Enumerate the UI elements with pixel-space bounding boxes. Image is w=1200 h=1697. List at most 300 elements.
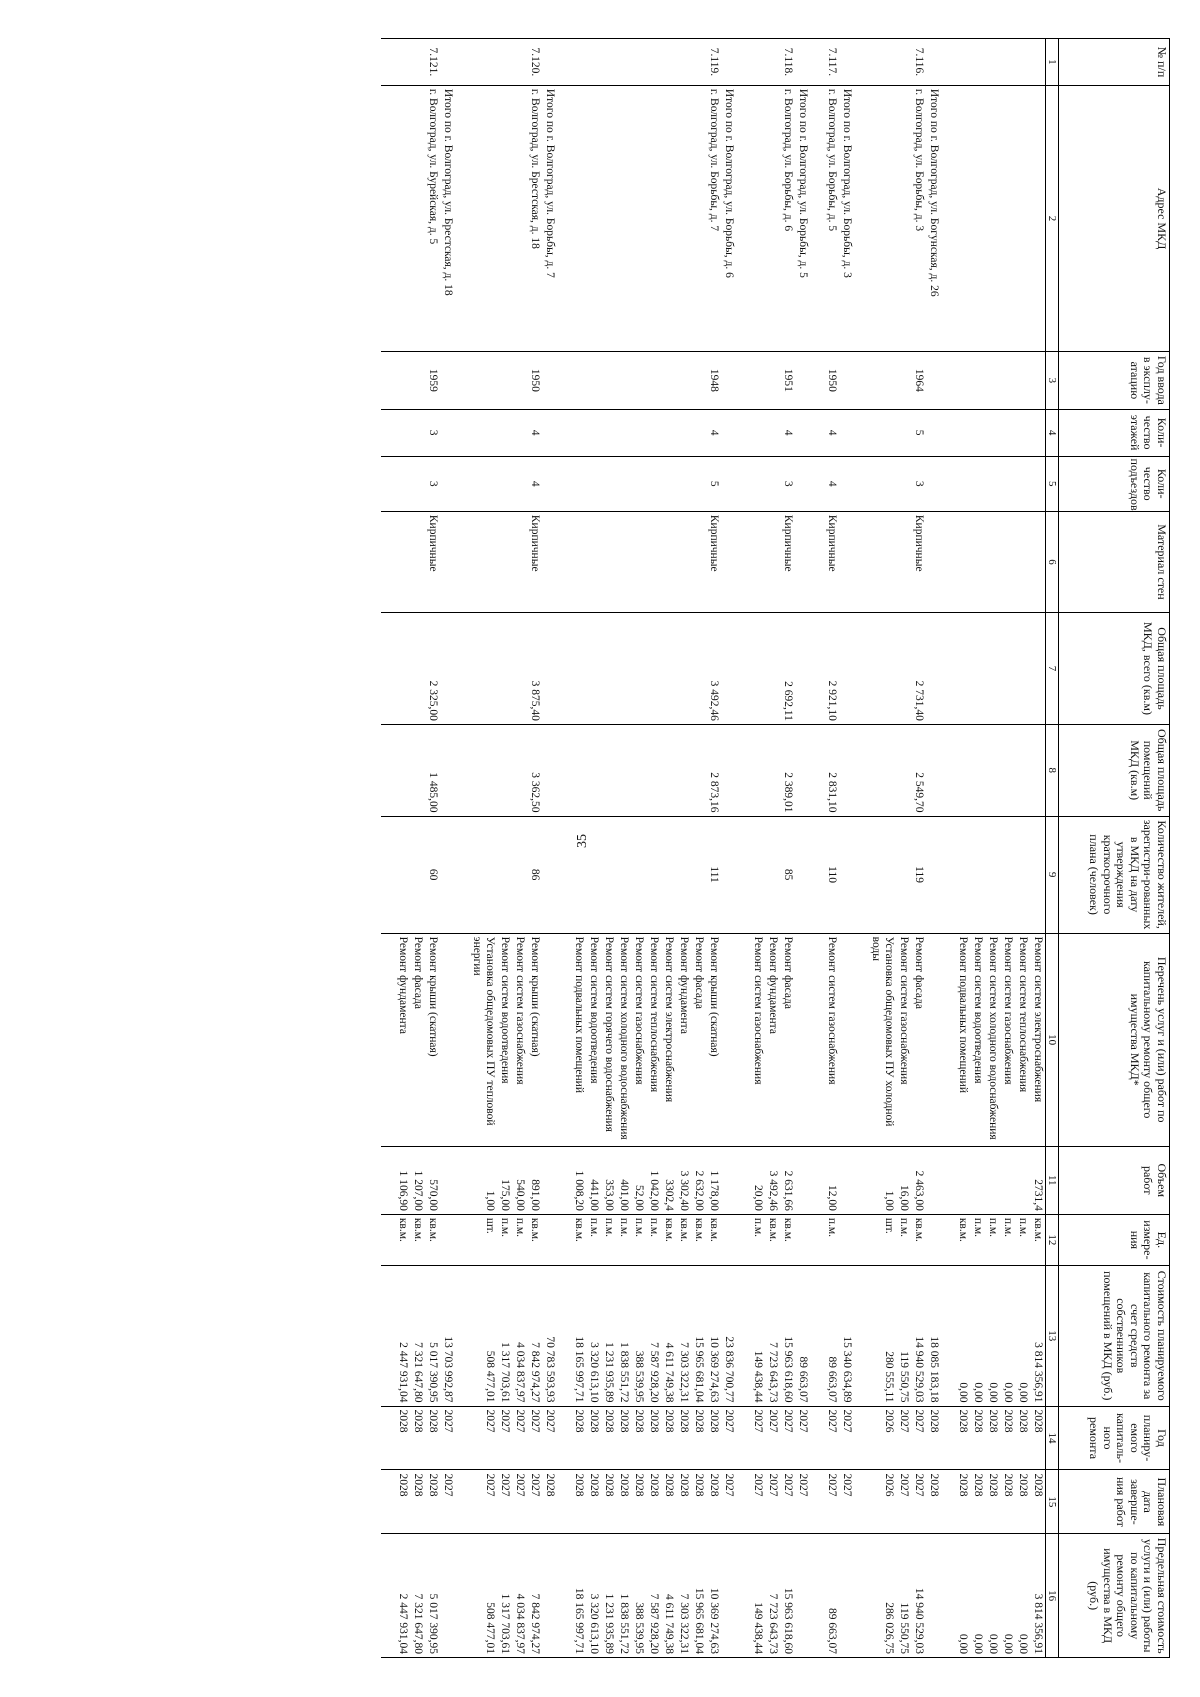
work-limit-cost: 0,00 xyxy=(1015,1534,1030,1658)
empty-cell xyxy=(839,724,854,816)
column-number-cell: 15 xyxy=(1045,1470,1058,1534)
total-end-date: 2027 xyxy=(440,1470,455,1534)
empty-cell xyxy=(810,816,824,933)
work-limit-cost: 18 165 997,71 xyxy=(571,1534,586,1658)
work-volume: 353,00 xyxy=(601,1146,616,1214)
empty-cell xyxy=(455,1146,469,1214)
empty-cell xyxy=(497,511,512,612)
work-end-date: 2028 xyxy=(661,1470,676,1534)
empty-cell xyxy=(455,39,469,86)
empty-cell xyxy=(395,352,410,410)
work-end-date: 2028 xyxy=(646,1470,661,1534)
empty-cell xyxy=(381,409,395,456)
column-number-cell: 2 xyxy=(1045,85,1058,351)
work-year: 2028 xyxy=(691,1406,706,1470)
empty-cell xyxy=(676,409,691,456)
empty-cell xyxy=(557,613,571,725)
work-name: Ремонт систем газоснабжения xyxy=(824,933,839,1146)
work-cost: 4 034 837,97 xyxy=(512,1265,527,1406)
work-end-date: 2028 xyxy=(616,1470,631,1534)
area-rooms: 1 485,00 xyxy=(425,724,440,816)
empty-cell xyxy=(455,1214,469,1265)
empty-cell xyxy=(512,511,527,612)
header-cell: Стоимость планируемого капитального ремонта за счет средств собственников помещений в МКД (руб.) xyxy=(1059,1265,1170,1406)
empty-cell xyxy=(896,85,911,351)
empty-cell xyxy=(455,1406,469,1470)
empty-cell xyxy=(586,409,601,456)
work-year: 2028 xyxy=(1030,1406,1045,1470)
spacer-row xyxy=(941,39,955,1658)
empty-cell xyxy=(557,724,571,816)
empty-cell xyxy=(955,456,970,511)
empty-cell xyxy=(381,1470,395,1534)
empty-cell xyxy=(557,1214,571,1265)
empty-cell xyxy=(410,39,425,86)
empty-cell xyxy=(557,1470,571,1534)
work-cost: 7 321 647,80 xyxy=(410,1265,425,1406)
empty-cell xyxy=(985,352,1000,410)
empty-cell xyxy=(616,511,631,612)
work-limit-cost: 119 550,75 xyxy=(896,1534,911,1658)
wall-material: Кирпичные xyxy=(824,511,839,612)
spacer-row xyxy=(381,39,395,1658)
work-unit: п.м. xyxy=(1000,1214,1015,1265)
work-unit: кв.м. xyxy=(395,1214,410,1265)
work-cost: 14 940 529,03 xyxy=(911,1265,926,1406)
empty-cell xyxy=(557,456,571,511)
work-row xyxy=(970,39,985,1658)
empty-cell xyxy=(455,816,469,933)
total-row xyxy=(542,39,557,1658)
empty-cell xyxy=(440,39,455,86)
work-row xyxy=(676,39,691,1658)
empty-cell xyxy=(661,816,676,933)
empty-cell xyxy=(631,39,646,86)
empty-cell xyxy=(736,613,750,725)
work-year: 2027 xyxy=(896,1406,911,1470)
spacer-row xyxy=(854,39,868,1658)
work-end-date: 2027 xyxy=(512,1470,527,1534)
resident-count: 111 xyxy=(706,816,721,933)
work-end-date: 2028 xyxy=(1000,1470,1015,1534)
work-limit-cost: 2 447 931,04 xyxy=(395,1534,410,1658)
empty-cell xyxy=(512,409,527,456)
column-number-cell: 11 xyxy=(1045,1146,1058,1214)
total-cost: 13 703 992,87 xyxy=(440,1265,455,1406)
work-end-date: 2028 xyxy=(970,1470,985,1534)
empty-cell xyxy=(765,456,780,511)
work-limit-cost: 15 963 618,60 xyxy=(780,1534,795,1658)
empty-cell xyxy=(381,724,395,816)
empty-cell xyxy=(765,409,780,456)
empty-cell xyxy=(810,409,824,456)
work-unit: кв.м. xyxy=(780,1214,795,1265)
work-limit-cost: 149 438,44 xyxy=(750,1534,765,1658)
work-year: 2027 xyxy=(469,1406,497,1470)
work-volume: 1,00 xyxy=(469,1146,497,1214)
empty-cell xyxy=(839,352,854,410)
entrance-count: 3 xyxy=(780,456,795,511)
total-year: 2027 xyxy=(721,1406,736,1470)
work-cost: 3 320 613,10 xyxy=(586,1265,601,1406)
work-limit-cost: 3 320 613,10 xyxy=(586,1534,601,1658)
empty-cell xyxy=(985,816,1000,933)
empty-cell xyxy=(512,724,527,816)
empty-cell xyxy=(750,352,765,410)
work-name: Ремонт фундамента xyxy=(395,933,410,1146)
column-number-cell: 1 xyxy=(1045,39,1058,86)
total-row xyxy=(440,39,455,1658)
empty-cell xyxy=(896,352,911,410)
empty-cell xyxy=(469,724,497,816)
work-cost: 89 663,07 xyxy=(824,1265,839,1406)
work-row xyxy=(616,39,631,1658)
area-total: 2 921,10 xyxy=(824,613,839,725)
empty-cell xyxy=(542,724,557,816)
empty-cell xyxy=(381,39,395,86)
work-volume: 1 042,00 xyxy=(646,1146,661,1214)
empty-cell xyxy=(854,816,868,933)
building-address: г. Волгоград, ул. Бурейская, д. 5 xyxy=(425,85,440,351)
area-rooms: 2 873,16 xyxy=(706,724,721,816)
empty-cell xyxy=(601,352,616,410)
work-cost: 18 165 997,71 xyxy=(571,1265,586,1406)
empty-cell xyxy=(1000,39,1015,86)
work-limit-cost: 7 723 643,73 xyxy=(765,1534,780,1658)
empty-cell xyxy=(926,1534,941,1658)
work-cost: 7 587 928,20 xyxy=(646,1265,661,1406)
empty-cell xyxy=(455,511,469,612)
work-limit-cost: 15 965 681,04 xyxy=(691,1534,706,1658)
work-row xyxy=(410,39,425,1658)
work-volume: 441,00 xyxy=(586,1146,601,1214)
empty-cell xyxy=(440,456,455,511)
resident-count: 110 xyxy=(824,816,839,933)
empty-cell xyxy=(646,352,661,410)
entrance-count: 4 xyxy=(824,456,839,511)
empty-cell xyxy=(381,1534,395,1658)
empty-cell xyxy=(1000,613,1015,725)
empty-cell xyxy=(941,816,955,933)
empty-cell xyxy=(970,352,985,410)
work-row xyxy=(750,39,765,1658)
work-row xyxy=(691,39,706,1658)
work-year: 2028 xyxy=(395,1406,410,1470)
empty-cell xyxy=(571,409,586,456)
empty-cell xyxy=(795,39,810,86)
empty-cell xyxy=(601,724,616,816)
floor-count: 4 xyxy=(527,409,542,456)
empty-cell xyxy=(512,456,527,511)
empty-cell xyxy=(955,724,970,816)
total-label: Итого по г. Волгоград, ул. Борьбы, д. 3 xyxy=(839,85,854,351)
header-cell: Адрес МКД xyxy=(1059,85,1170,351)
empty-cell xyxy=(926,352,941,410)
empty-cell xyxy=(985,85,1000,351)
empty-cell xyxy=(440,409,455,456)
empty-cell xyxy=(736,352,750,410)
empty-cell xyxy=(941,1470,955,1534)
work-limit-cost: 7 587 928,20 xyxy=(646,1534,661,1658)
work-row xyxy=(706,39,721,1658)
empty-cell xyxy=(736,409,750,456)
work-volume: 540,00 xyxy=(512,1146,527,1214)
work-year: 2028 xyxy=(410,1406,425,1470)
work-volume: 1 207,00 xyxy=(410,1146,425,1214)
empty-cell xyxy=(810,456,824,511)
empty-cell xyxy=(721,39,736,86)
work-name: Ремонт фундамента xyxy=(676,933,691,1146)
empty-cell xyxy=(795,816,810,933)
empty-cell xyxy=(1015,409,1030,456)
work-name: Ремонт систем газоснабжения xyxy=(631,933,646,1146)
work-volume: 401,00 xyxy=(616,1146,631,1214)
total-year: 2027 xyxy=(542,1406,557,1470)
empty-cell xyxy=(736,85,750,351)
empty-cell xyxy=(736,1214,750,1265)
empty-cell xyxy=(926,1146,941,1214)
empty-cell xyxy=(381,1406,395,1470)
empty-cell xyxy=(970,724,985,816)
column-number-cell: 10 xyxy=(1045,933,1058,1146)
empty-cell xyxy=(469,456,497,511)
work-cost: 119 550,75 xyxy=(896,1265,911,1406)
empty-cell xyxy=(440,724,455,816)
work-limit-cost: 14 940 529,03 xyxy=(911,1534,926,1658)
empty-cell xyxy=(765,39,780,86)
work-year: 2028 xyxy=(676,1406,691,1470)
empty-cell xyxy=(646,724,661,816)
work-year: 2028 xyxy=(586,1406,601,1470)
empty-cell xyxy=(926,933,941,1146)
work-year: 2028 xyxy=(646,1406,661,1470)
empty-cell xyxy=(896,816,911,933)
work-volume xyxy=(1000,1146,1015,1214)
work-year: 2027 xyxy=(780,1406,795,1470)
column-number-cell: 5 xyxy=(1045,456,1058,511)
empty-cell xyxy=(1015,724,1030,816)
empty-cell xyxy=(601,816,616,933)
floor-count: 4 xyxy=(780,409,795,456)
empty-cell xyxy=(542,39,557,86)
empty-cell xyxy=(926,613,941,725)
work-year: 2028 xyxy=(601,1406,616,1470)
work-end-date: 2027 xyxy=(750,1470,765,1534)
empty-cell xyxy=(586,352,601,410)
empty-cell xyxy=(646,409,661,456)
empty-cell xyxy=(586,724,601,816)
total-end-date: 2028 xyxy=(542,1470,557,1534)
column-number-cell: 6 xyxy=(1045,511,1058,612)
column-number-cell: 8 xyxy=(1045,724,1058,816)
work-name: Ремонт систем электроснабжения xyxy=(1030,933,1045,1146)
work-year: 2028 xyxy=(706,1406,721,1470)
work-cost: 0,00 xyxy=(1015,1265,1030,1406)
total-year: 2027 xyxy=(440,1406,455,1470)
empty-cell xyxy=(631,724,646,816)
empty-cell xyxy=(440,352,455,410)
empty-cell xyxy=(854,724,868,816)
empty-cell xyxy=(896,456,911,511)
total-end-date: 2027 xyxy=(795,1470,810,1534)
work-limit-cost: 0,00 xyxy=(970,1534,985,1658)
empty-cell xyxy=(676,39,691,86)
floor-count: 5 xyxy=(911,409,926,456)
work-cost: 0,00 xyxy=(985,1265,1000,1406)
empty-cell xyxy=(955,409,970,456)
empty-cell xyxy=(810,511,824,612)
work-name: Ремонт систем газоснабжения xyxy=(512,933,527,1146)
header-cell: Коли-чество подъездов xyxy=(1059,456,1170,511)
empty-cell xyxy=(440,511,455,612)
empty-cell xyxy=(557,1534,571,1658)
empty-cell xyxy=(455,613,469,725)
empty-cell xyxy=(601,511,616,612)
work-cost: 15 965 681,04 xyxy=(691,1265,706,1406)
work-row xyxy=(631,39,646,1658)
resident-count: 60 xyxy=(425,816,440,933)
work-end-date: 2028 xyxy=(1015,1470,1030,1534)
empty-cell xyxy=(795,933,810,1146)
empty-cell xyxy=(941,933,955,1146)
empty-cell xyxy=(616,85,631,351)
empty-cell xyxy=(1015,816,1030,933)
empty-cell xyxy=(542,1214,557,1265)
empty-cell xyxy=(469,613,497,725)
empty-cell xyxy=(571,613,586,725)
empty-cell xyxy=(557,409,571,456)
empty-cell xyxy=(868,613,896,725)
work-volume: 2 632,00 xyxy=(691,1146,706,1214)
empty-cell xyxy=(469,409,497,456)
empty-cell xyxy=(455,456,469,511)
empty-cell xyxy=(616,39,631,86)
work-unit: п.м. xyxy=(985,1214,1000,1265)
empty-cell xyxy=(557,1406,571,1470)
total-label: Итого по г. Волгоград, ул. Богунская, д. 26 xyxy=(926,85,941,351)
empty-cell xyxy=(854,1406,868,1470)
empty-cell xyxy=(810,85,824,351)
rotated-table-sheet xyxy=(50,38,1170,1658)
work-limit-cost: 0,00 xyxy=(1000,1534,1015,1658)
work-cost: 0,00 xyxy=(970,1265,985,1406)
work-name: Ремонт крыши (скатная) xyxy=(706,933,721,1146)
empty-cell xyxy=(381,511,395,612)
work-cost: 0,00 xyxy=(1000,1265,1015,1406)
empty-cell xyxy=(896,39,911,86)
empty-cell xyxy=(676,456,691,511)
build-year: 1948 xyxy=(706,352,721,410)
work-year: 2027 xyxy=(512,1406,527,1470)
empty-cell xyxy=(601,613,616,725)
empty-cell xyxy=(1015,85,1030,351)
work-volume: 16,00 xyxy=(896,1146,911,1214)
empty-cell xyxy=(631,456,646,511)
work-cost: 388 539,95 xyxy=(631,1265,646,1406)
empty-cell xyxy=(970,511,985,612)
empty-cell xyxy=(1000,724,1015,816)
empty-cell xyxy=(810,1406,824,1470)
empty-cell xyxy=(736,511,750,612)
empty-cell xyxy=(497,39,512,86)
empty-cell xyxy=(571,511,586,612)
empty-cell xyxy=(676,511,691,612)
empty-cell xyxy=(955,613,970,725)
work-unit: кв.м. xyxy=(691,1214,706,1265)
work-end-date: 2028 xyxy=(571,1470,586,1534)
empty-cell xyxy=(661,409,676,456)
empty-cell xyxy=(854,39,868,86)
table-body xyxy=(381,39,1045,1658)
empty-cell xyxy=(736,39,750,86)
column-number-cell: 3 xyxy=(1045,352,1058,410)
work-volume xyxy=(955,1146,970,1214)
floor-count: 3 xyxy=(425,409,440,456)
empty-cell xyxy=(1000,456,1015,511)
empty-cell xyxy=(512,816,527,933)
work-unit: п.м. xyxy=(1015,1214,1030,1265)
work-row xyxy=(646,39,661,1658)
work-year: 2027 xyxy=(824,1406,839,1470)
empty-cell xyxy=(736,1146,750,1214)
wall-material: Кирпичные xyxy=(527,511,542,612)
empty-cell xyxy=(721,933,736,1146)
work-cost: 1 231 935,89 xyxy=(601,1265,616,1406)
empty-cell xyxy=(795,456,810,511)
empty-cell xyxy=(542,511,557,612)
work-name: Ремонт фасада xyxy=(691,933,706,1146)
work-limit-cost: 7 842 974,27 xyxy=(527,1534,542,1658)
empty-cell xyxy=(970,613,985,725)
empty-cell xyxy=(1015,456,1030,511)
empty-cell xyxy=(512,39,527,86)
work-row xyxy=(586,39,601,1658)
header-cell: Перечень услуг и (или) работ по капитальному ремонту общего имущества МКД* xyxy=(1059,933,1170,1146)
empty-cell xyxy=(571,724,586,816)
empty-cell xyxy=(586,511,601,612)
empty-cell xyxy=(1030,511,1045,612)
empty-cell xyxy=(646,85,661,351)
work-name: Ремонт подвальных помещений xyxy=(955,933,970,1146)
work-end-date: 2028 xyxy=(955,1470,970,1534)
empty-cell xyxy=(1000,511,1015,612)
build-year: 1951 xyxy=(780,352,795,410)
empty-cell xyxy=(557,352,571,410)
empty-cell xyxy=(661,352,676,410)
empty-cell xyxy=(839,933,854,1146)
empty-cell xyxy=(410,85,425,351)
empty-cell xyxy=(616,613,631,725)
empty-cell xyxy=(395,456,410,511)
work-limit-cost: 10 369 274,63 xyxy=(706,1534,721,1658)
building-address: г. Волгоград, ул. Брестская, д. 18 xyxy=(527,85,542,351)
area-rooms: 2 831,10 xyxy=(824,724,839,816)
header-cell: Коли-чество этажей xyxy=(1059,409,1170,456)
empty-cell xyxy=(691,613,706,725)
empty-cell xyxy=(497,352,512,410)
work-cost: 15 963 618,60 xyxy=(780,1265,795,1406)
work-limit-cost: 1 838 551,72 xyxy=(616,1534,631,1658)
work-name: Ремонт систем газоснабжения xyxy=(1000,933,1015,1146)
empty-cell xyxy=(497,613,512,725)
work-limit-cost: 388 539,95 xyxy=(631,1534,646,1658)
empty-cell xyxy=(661,39,676,86)
empty-cell xyxy=(631,613,646,725)
empty-cell xyxy=(955,39,970,86)
empty-cell xyxy=(839,511,854,612)
empty-cell xyxy=(941,352,955,410)
empty-cell xyxy=(542,933,557,1146)
